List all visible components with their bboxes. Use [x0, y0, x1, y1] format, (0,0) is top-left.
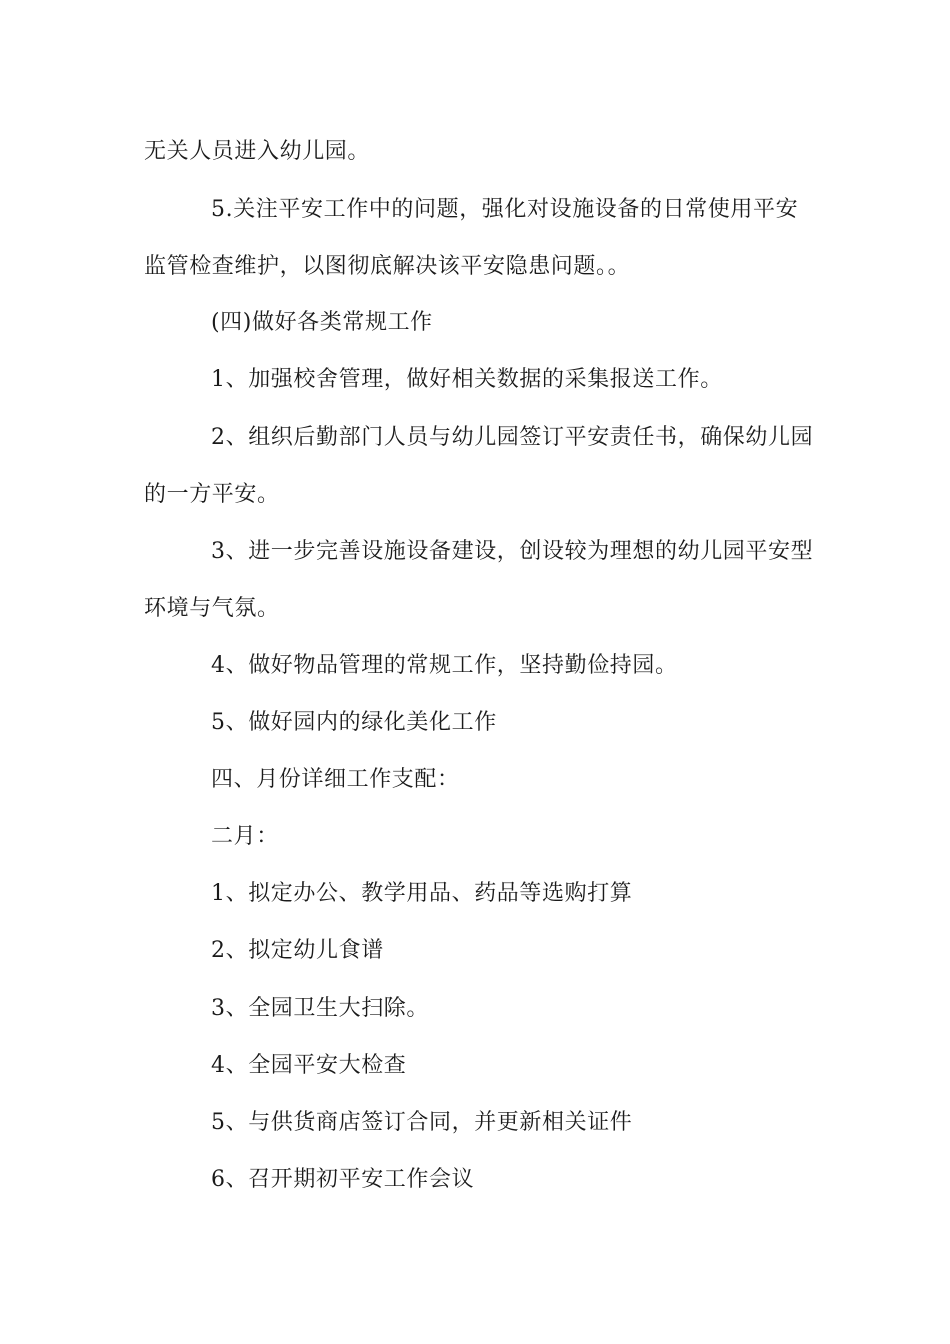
list-item: 1、拟定办公、教学用品、药品等选购打算 — [211, 881, 633, 906]
text-line: 监管检查维护，以图彻底解决该平安隐患问题。。 — [144, 254, 631, 279]
list-item: 4、全园平安大检查 — [211, 1053, 407, 1078]
text-line: 5.关注平安工作中的问题，强化对设施设备的日常使用平安 — [211, 197, 799, 222]
text-line: 的一方平安。 — [144, 482, 280, 507]
text-line: 环境与气氛。 — [144, 596, 280, 621]
text-line: 无关人员进入幼儿园。 — [144, 139, 371, 164]
text-line: 1、加强校舍管理，做好相关数据的采集报送工作。 — [211, 367, 723, 392]
section-heading: (四)做好各类常规工作 — [211, 310, 433, 335]
text-line: 2、组织后勤部门人员与幼儿园签订平安责任书，确保幼儿园 — [211, 425, 814, 450]
month-heading: 二月： — [211, 824, 279, 849]
text-line: 5、做好园内的绿化美化工作 — [211, 710, 497, 735]
section-heading: 四、月份详细工作支配： — [211, 767, 460, 792]
list-item: 2、拟定幼儿食谱 — [211, 938, 384, 963]
text-line: 3、进一步完善设施设备建设，创设较为理想的幼儿园平安型 — [211, 539, 814, 564]
list-item: 3、全园卫生大扫除。 — [211, 996, 429, 1021]
list-item: 6、召开期初平安工作会议 — [211, 1167, 475, 1192]
text-line: 4、做好物品管理的常规工作，坚持勤俭持园。 — [211, 653, 678, 678]
list-item: 5、与供货商店签订合同，并更新相关证件 — [211, 1110, 633, 1135]
